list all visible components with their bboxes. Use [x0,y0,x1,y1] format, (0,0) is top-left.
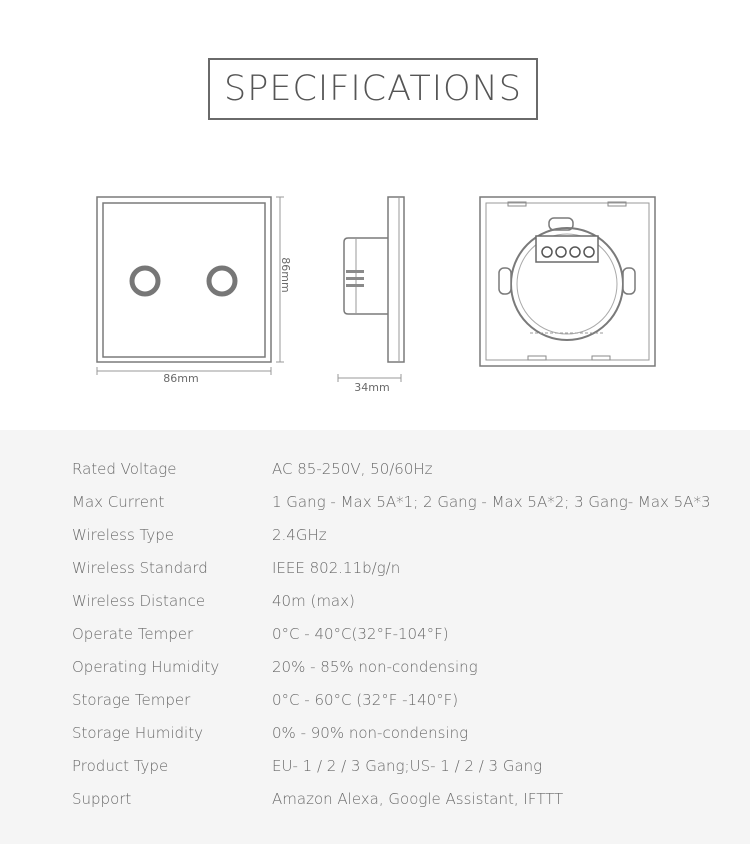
spec-row-max-current [0,486,750,519]
spec-value: AC 85-250V, 50/60Hz [272,460,433,478]
spec-value: 2.4GHz [272,526,327,544]
button-2-icon [209,268,235,294]
page-title-box [208,58,538,120]
spec-row-storage-humidity [0,717,750,750]
spec-label: Wireless Distance [72,592,206,610]
spec-value: 1 Gang - Max 5A*1; 2 Gang - Max 5A*2; 3 Gang- Max 5A*3 [272,493,711,511]
height-dimension-label: 86mm [279,257,292,293]
spec-row-wireless-standard [0,552,750,585]
spec-label: Wireless Type [72,526,174,544]
spec-label: Storage Temper [72,691,191,709]
spec-row-operate-temper [0,618,750,651]
spec-label: Wireless Standard [72,559,208,577]
spec-row-wireless-type [0,519,750,552]
width-dimension-label: 86mm [163,372,199,385]
spec-row-support [0,783,750,816]
spec-label: Support [72,790,132,808]
spec-label: Operating Humidity [72,658,220,676]
spec-value: IEEE 802.11b/g/n [272,559,401,577]
spec-value: 0°C - 40°C(32°F-104°F) [272,625,449,643]
back-view [480,197,655,366]
spec-label: Operate Temper [72,625,194,643]
spec-label: Storage Humidity [72,724,203,742]
spec-value: 0% - 90% non-condensing [272,724,469,742]
spec-value: Amazon Alexa, Google Assistant, IFTTT [272,790,564,808]
specifications-table [0,430,750,844]
spec-value: EU- 1 / 2 / 3 Gang;US- 1 / 2 / 3 Gang [272,757,543,775]
button-1-icon [132,268,158,294]
spec-label: Rated Voltage [72,460,177,478]
side-view [338,197,404,394]
spec-label: Max Current [72,493,165,511]
switch-dimension-drawings [0,180,750,410]
spec-label: Product Type [72,757,169,775]
spec-row-rated-voltage [0,453,750,486]
spec-row-storage-temper [0,684,750,717]
front-view [97,197,292,385]
spec-value: 20% - 85% non-condensing [272,658,478,676]
spec-value: 0°C - 60°C (32°F -140°F) [272,691,459,709]
depth-dimension-label: 34mm [354,381,390,394]
page-title: SPECIFICATIONS [224,69,522,109]
spec-row-product-type [0,750,750,783]
spec-value: 40m (max) [272,592,355,610]
spec-row-wireless-distance [0,585,750,618]
spec-row-operating-humidity [0,651,750,684]
